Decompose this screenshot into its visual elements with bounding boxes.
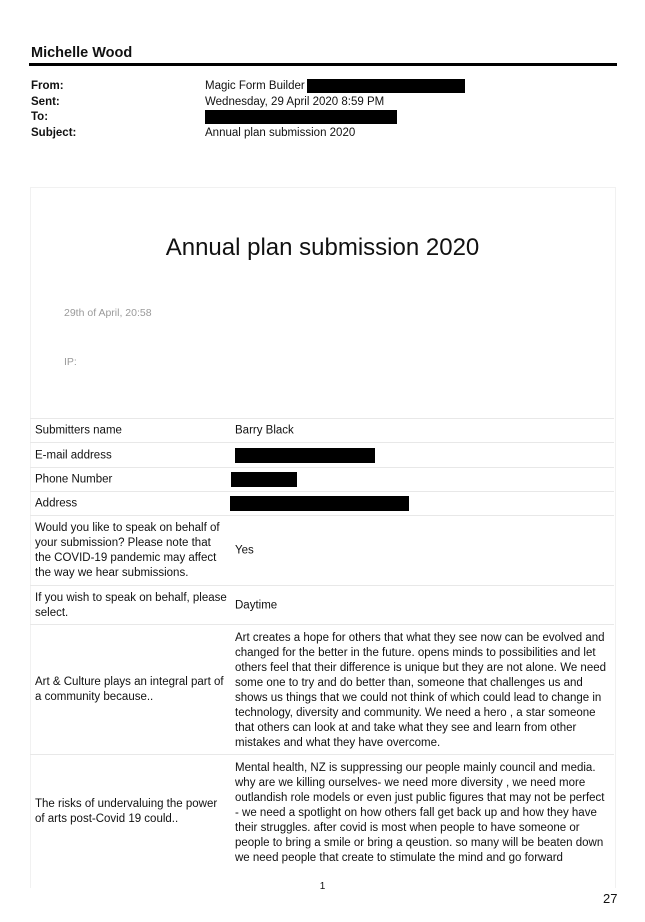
folio-number: 27 [603, 891, 618, 906]
row-label: The risks of undervaluing the power of arts post-Covid 19 could.. [35, 798, 218, 825]
table-row [30, 585, 614, 625]
row-label: Phone Number [35, 473, 113, 486]
table-row [30, 515, 614, 586]
row-label: Art & Culture plays an integral part of a community because.. [35, 676, 224, 703]
from-redaction [307, 79, 465, 93]
table-row [30, 418, 614, 443]
to-label: To: [31, 111, 49, 123]
row-label: E-mail address [35, 449, 112, 461]
form-title: Annual plan submission 2020 [165, 234, 480, 261]
row-label: Address [35, 497, 78, 510]
from-label: From: [31, 80, 64, 92]
sender-name: Michelle Wood [31, 45, 133, 61]
row-value: Barry Black [235, 424, 294, 437]
subject-label: Subject: [31, 127, 77, 139]
table-row [30, 467, 614, 492]
page-number: 1 [319, 881, 326, 892]
sent-label: Sent: [31, 96, 60, 108]
sent-value: Wednesday, 29 April 2020 8:59 PM [205, 96, 385, 108]
row-value: Mental health, NZ is suppressing our people mainly council and media. why are we killing ourselves- we need more diversity , we need more outlandish role models or even just public figures that may not be perfect - we need a spotlight on how others fall get back up and how they have their struggles. after covid is most when people to have someone or people to bring a smile or bring a qeustion. so many will be beaten down we need people that create to stimulate the mind and go forward [235, 762, 605, 864]
table-row [30, 624, 614, 755]
subject-value: Annual plan submission 2020 [205, 127, 356, 139]
form-ip-label: IP: [64, 356, 77, 368]
header-rule [29, 63, 617, 66]
form-date: 29th of April, 20:58 [64, 307, 152, 319]
table-row [30, 491, 614, 516]
row-label: If you wish to speak on behalf, please select. [35, 591, 227, 619]
table-row [30, 442, 614, 468]
row-value: Yes [235, 544, 254, 557]
table-row [30, 754, 614, 869]
row-value: Art creates a hope for others that what they see now can be evolved and changed for the better in the future. opens minds to possibilities and let others feel that their difference is unique but they are not alone. We need some one to try and do better than, someone that challenges us and shows us things that we could not think of which could lead to change in technology, diversity and community. We need a hero , a star someone that others can look at and take what they see and learn from other mistakes and what they have overcome. [235, 632, 607, 749]
to-redaction [205, 110, 397, 124]
phone-redaction [231, 472, 297, 487]
row-label: Submitters name [35, 424, 122, 437]
email-redaction [235, 448, 375, 463]
from-value: Magic Form Builder [205, 80, 305, 92]
row-value: Daytime [235, 599, 278, 611]
address-redaction [230, 496, 409, 511]
row-label: Would you like to speak on behalf of your submission? Please note that the COVID-19 pandemic may affect the way we hear submissions. [35, 522, 220, 579]
